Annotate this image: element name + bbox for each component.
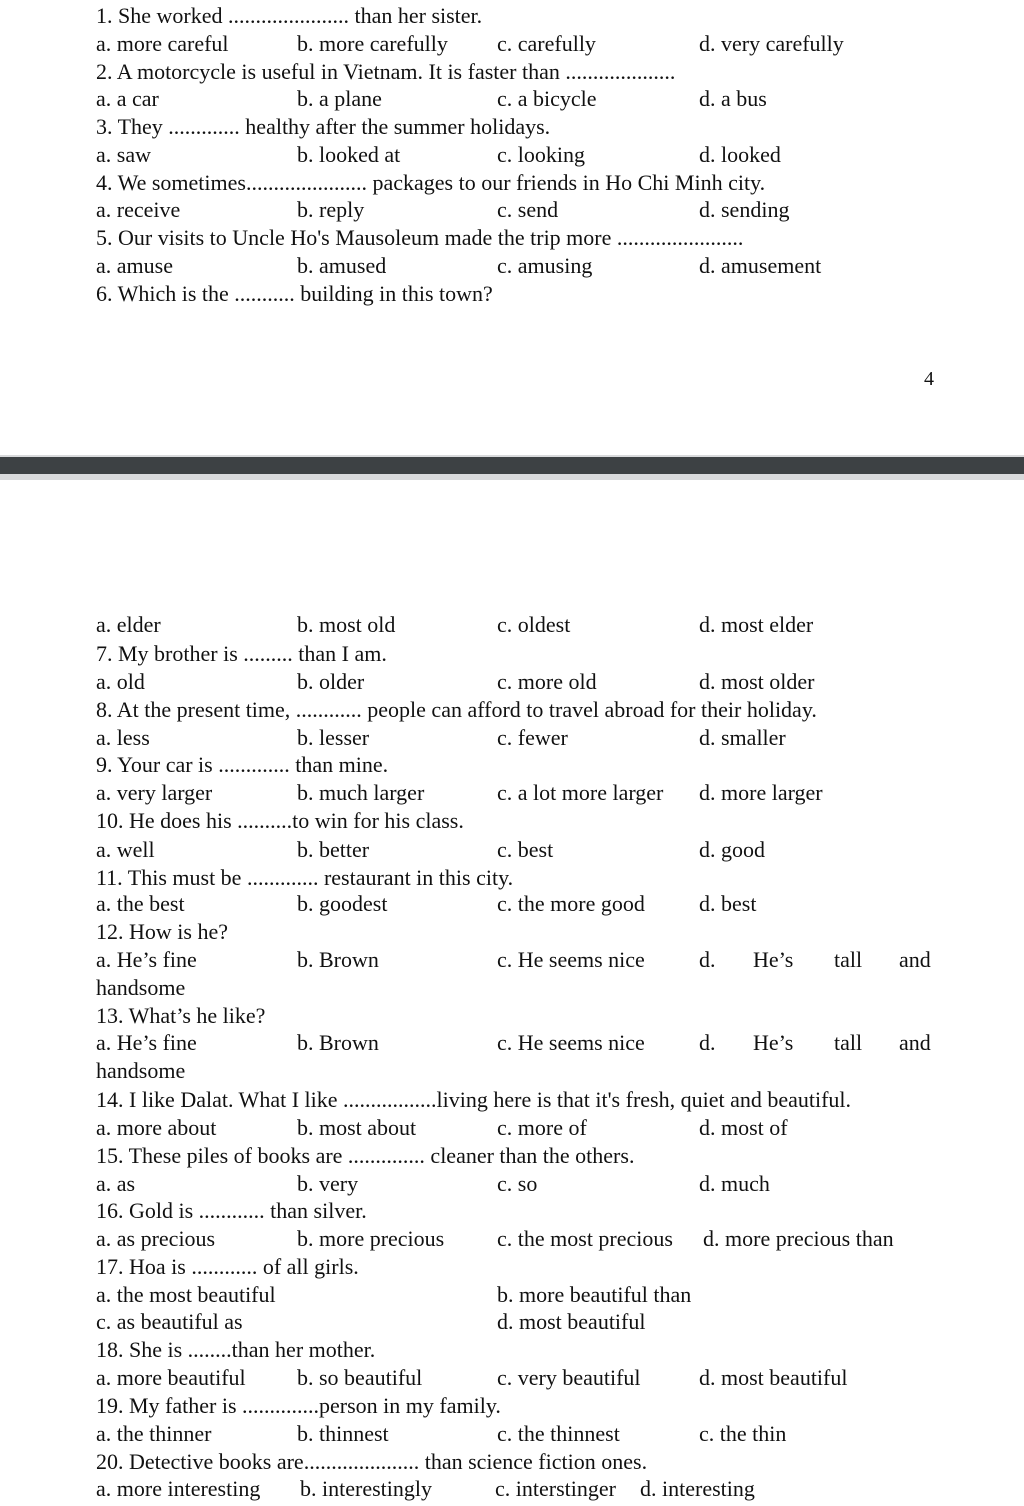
option-d: d. more larger [699,780,823,805]
option-d-word: tall [834,1030,863,1055]
option-d: d. good [699,837,765,862]
option-c: c. very beautiful [497,1365,641,1390]
option-d: d. amusement [699,253,822,278]
option-d-word: He’s [753,947,794,972]
option-d-word: and [899,947,931,972]
question-stem: 5. Our visits to Uncle Ho's Mausoleum made the trip more ....................... [96,225,744,250]
option-d: d. most beautiful [699,1365,848,1390]
option-a: a. receive [96,197,181,222]
option-a: a. saw [96,142,151,167]
option-b: b. so beautiful [297,1365,423,1390]
option-a: a. a car [96,86,159,111]
option-a: a. as [96,1171,136,1196]
option-a: a. more beautiful [96,1365,246,1390]
question-stem: 18. She is ........than her mother. [96,1337,376,1362]
option-c: c. the thinnest [497,1421,620,1446]
question-stem: 14. I like Dalat. What I like .................living here is that it's fresh, quiet and beautiful. [96,1087,852,1112]
option-c: c. as beautiful as [96,1309,243,1334]
option-c: c. send [497,197,559,222]
question-stem: 19. My father is ..............person in my family. [96,1393,501,1418]
option-b: b. amused [297,253,387,278]
option-b: b. goodest [297,891,388,916]
option-d: d. most older [699,669,815,694]
option-c: c. best [497,837,554,862]
option-b: b. lesser [297,725,370,750]
question-stem: 17. Hoa is ............ of all girls. [96,1254,359,1279]
option-a: a. He’s fine [96,1030,197,1055]
option-d: d. smaller [699,725,786,750]
option-a: a. more about [96,1115,217,1140]
question-stem: 15. These piles of books are .............. cleaner than the others. [96,1143,635,1168]
option-b: b. very [297,1171,359,1196]
option-b: b. most old [297,612,396,637]
option-a: a. the thinner [96,1421,212,1446]
option-c: c. the most precious [497,1226,673,1251]
option-b: b. interestingly [300,1476,432,1501]
option-a: a. old [96,669,145,694]
option-c: c. fewer [497,725,568,750]
option-a: a. more interesting [96,1476,261,1501]
option-c: c. interstinger [495,1476,616,1501]
option-c: c. a lot more larger [497,780,664,805]
option-a: a. elder [96,612,161,637]
option-d: d. very carefully [699,31,844,56]
option-b: b. better [297,837,370,862]
option-b: b. Brown [297,947,379,972]
option-b: b. more beautiful than [497,1282,692,1307]
option-d: d. more precious than [703,1226,894,1251]
option-c: c. He seems nice [497,1030,645,1055]
option-a: a. amuse [96,253,173,278]
option-b: b. looked at [297,142,401,167]
question-stem: 1. She worked ...................... than her sister. [96,3,483,28]
option-d: d. best [699,891,757,916]
option-b: b. more carefully [297,31,448,56]
option-d: d. sending [699,197,790,222]
option-c: c. more old [497,669,597,694]
separator-bar [0,457,1024,474]
option-a: a. the best [96,891,185,916]
option-c: c. looking [497,142,585,167]
option-b: b. Brown [297,1030,379,1055]
option-c: c. oldest [497,612,571,637]
option-d: d. looked [699,142,781,167]
option-a: a. as precious [96,1226,216,1251]
option-c: c. the more good [497,891,645,916]
option-c: c. amusing [497,253,593,278]
question-stem: 9. Your car is ............. than mine. [96,752,389,777]
option-b: b. thinnest [297,1421,389,1446]
question-stem: 13. What’s he like? [96,1003,266,1028]
option-b: b. much larger [297,780,425,805]
question-stem: 12. How is he? [96,919,228,944]
question-stem: 6. Which is the ........... building in this town? [96,281,493,306]
option-c: c. so [497,1171,538,1196]
page-separator [0,455,1024,480]
option-d: d. most beautiful [497,1309,646,1334]
page-number: 4 [924,368,934,390]
option-d-word: tall [834,947,863,972]
option-b: b. most about [297,1115,417,1140]
option-d: d. much [699,1171,770,1196]
question-stem: 10. He does his ..........to win for his class. [96,808,464,833]
question-stem: 2. A motorcycle is useful in Vietnam. It is faster than .................... [96,59,676,84]
option-d-word: He’s [753,1030,794,1055]
option-b: b. a plane [297,86,382,111]
option-a: a. more careful [96,31,229,56]
option-b: b. older [297,669,365,694]
option-c: c. a bicycle [497,86,597,111]
question-stem: 3. They ............. healthy after the summer holidays. [96,114,551,139]
option-b: b. reply [297,197,365,222]
option-a: a. very larger [96,780,213,805]
option-c: c. carefully [497,31,596,56]
option-c: c. He seems nice [497,947,645,972]
page-top [0,0,1024,455]
option-a: a. less [96,725,150,750]
question-stem: 11. This must be ............. restaurant in this city. [96,865,514,890]
option-d-wrap: handsome [96,1058,186,1083]
question-stem: 16. Gold is ............ than silver. [96,1198,367,1223]
question-stem: 20. Detective books are..................... than science fiction ones. [96,1449,648,1474]
option-d-marker: d. [699,1030,716,1055]
option-d: d. most elder [699,612,814,637]
option-d: d. a bus [699,86,767,111]
option-a: a. He’s fine [96,947,197,972]
question-stem: 7. My brother is ......... than I am. [96,641,387,666]
option-b: b. more precious [297,1226,445,1251]
option-a: a. well [96,837,155,862]
question-stem: 8. At the present time, ............ people can afford to travel abroad for their holiday. [96,697,817,722]
option-d-word: and [899,1030,931,1055]
option-d: d. most of [699,1115,788,1140]
option-c: c. more of [497,1115,587,1140]
question-stem: 4. We sometimes...................... packages to our friends in Ho Chi Minh city. [96,170,766,195]
option-a: a. the most beautiful [96,1282,276,1307]
option-d: c. the thin [699,1421,787,1446]
option-d: d. interesting [640,1476,755,1501]
option-d-marker: d. [699,947,716,972]
option-d-wrap: handsome [96,975,186,1000]
